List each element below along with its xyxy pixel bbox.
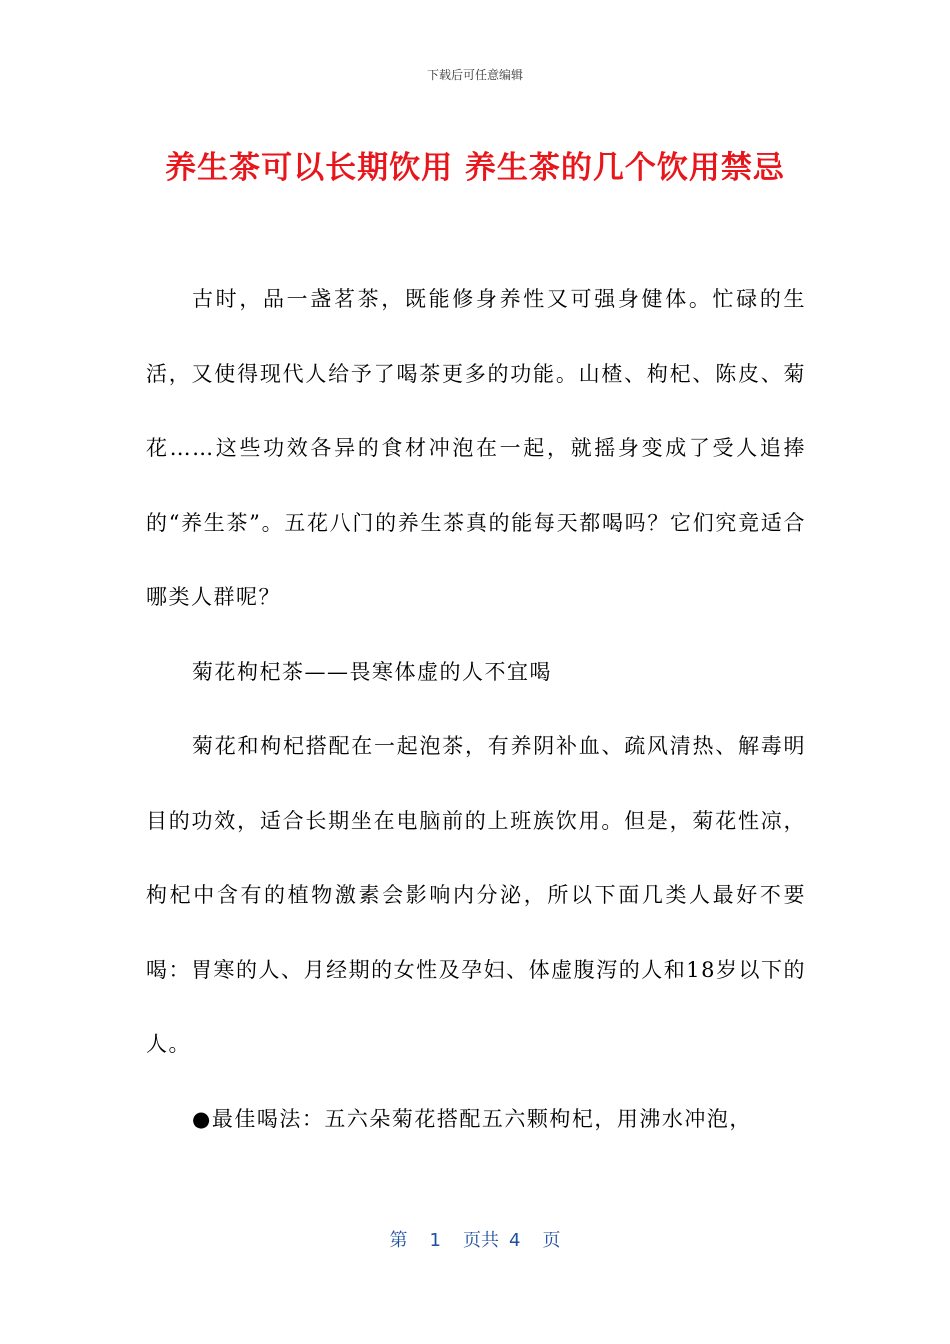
- page-footer: [0, 1226, 950, 1252]
- paragraph-chrysanthemum-goji: 菊花和枸杞搭配在一起泡茶，有养阴补血、疏风清热、解毒明目的功效，适合长期坐在电脑前的上班族饮用。但是，菊花性凉，枸杞中含有的植物激素会影响内分泌，所以下面几类人最好不要喝：胃寒的人、月经期的女性及孕妇、体虚腹泻的人和18岁以下的人。: [146, 734, 806, 1056]
- footer-middle: 页共: [463, 1230, 499, 1251]
- footer-total-pages: 4: [509, 1230, 521, 1251]
- footer-suffix: 页: [542, 1230, 561, 1251]
- header-note: 下载后可任意编辑: [426, 68, 523, 82]
- footer-page-number: 1: [429, 1230, 441, 1251]
- document-body: [146, 262, 806, 1156]
- paragraph-intro: 古时，品一盏茗茶，既能修身养性又可强身健体。忙碌的生活，又使得现代人给予了喝茶更多的功能。山楂、枸杞、陈皮、菊花……这些功效各异的食材冲泡在一起，就摇身变成了受人追捧的“养生茶”。五花八门的养生茶真的能每天都喝吗？它们究竟适合哪类人群呢？: [146, 287, 806, 609]
- footer-prefix: 第: [389, 1230, 408, 1251]
- section-heading-chrysanthemum-goji-tea: 菊花枸杞茶——畏寒体虚的人不宜喝: [192, 659, 552, 684]
- page-title: 养生茶可以长期饮用 养生茶的几个饮用禁忌: [165, 150, 785, 186]
- paragraph-best-method: ●最佳喝法：五六朵菊花搭配五六颗枸杞，用沸水冲泡，: [192, 1106, 752, 1131]
